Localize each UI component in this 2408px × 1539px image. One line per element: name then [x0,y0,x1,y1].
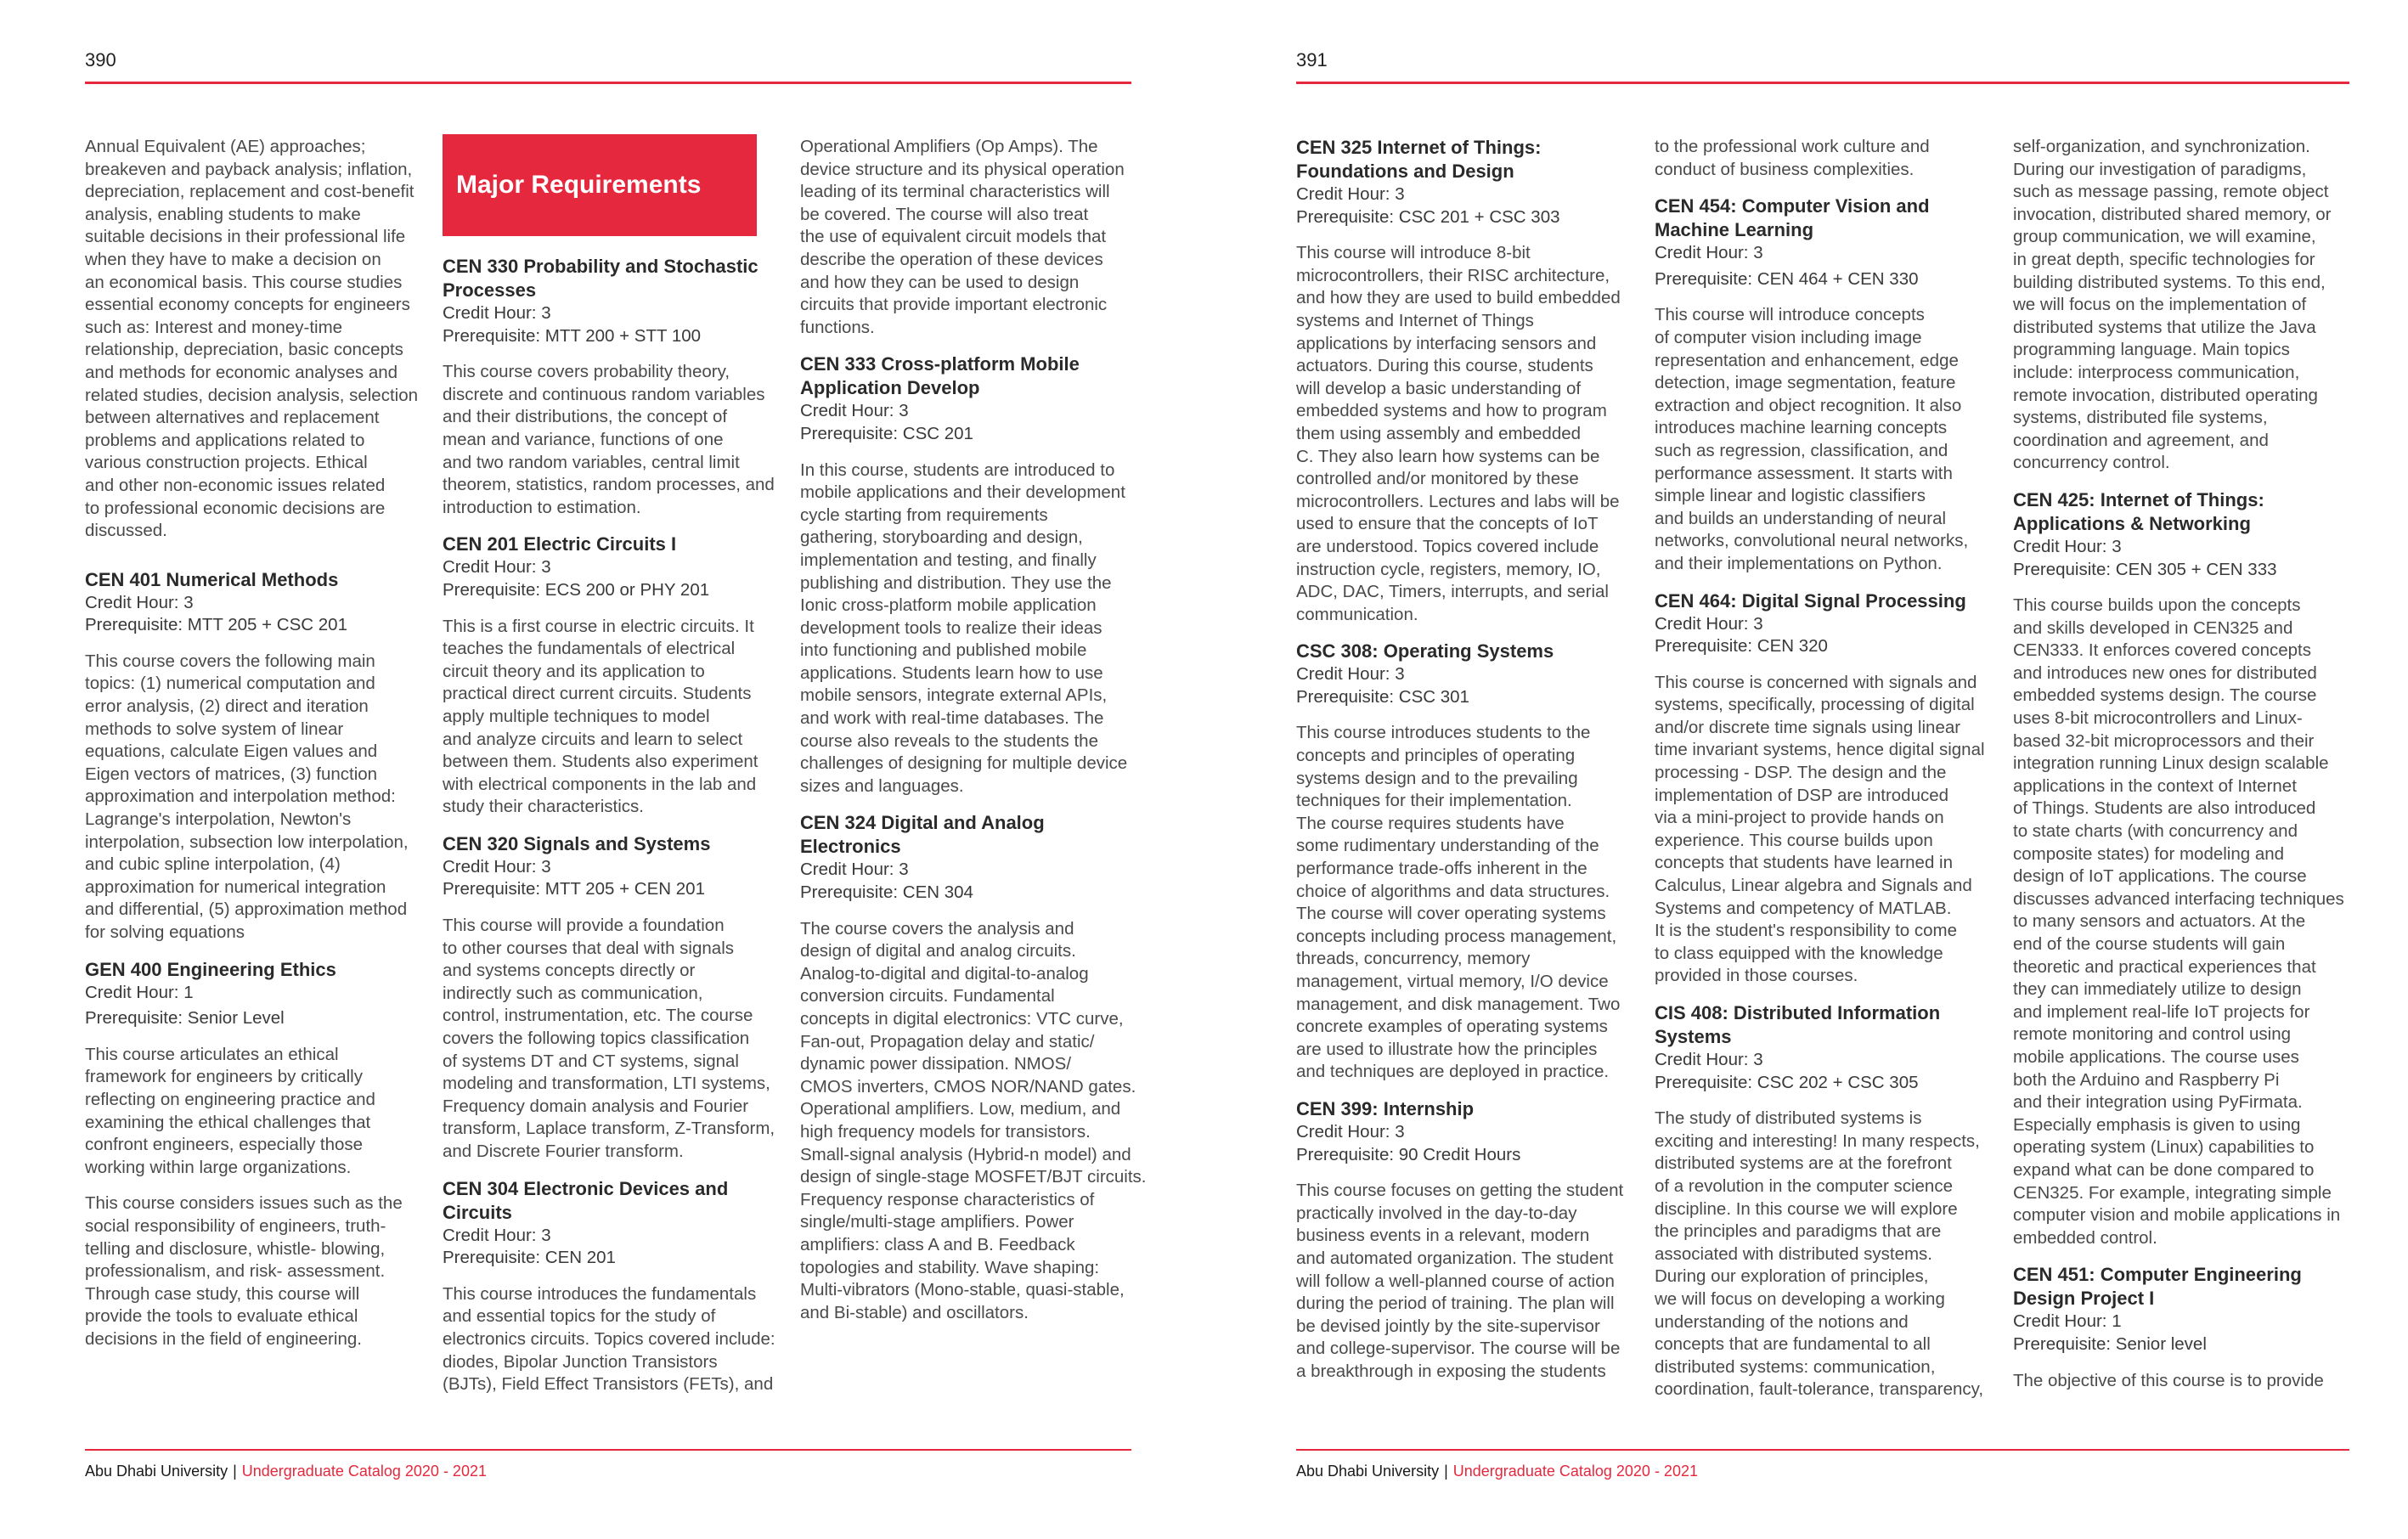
page-number: 390 [85,49,116,70]
course-title-line-1: CEN 333 Cross-platform Mobile [800,353,1080,375]
course-title-line-2: Processes [443,279,537,301]
course-title-line-2: Electronics [800,836,901,858]
course-cen454 [1655,194,1985,575]
prerequisite: Prerequisite: CEN 201 [443,1248,616,1268]
prerequisite: Prerequisite: MTT 200 + STT 100 [443,325,702,346]
course-title: CEN 464: Digital Signal Processing [1655,589,1966,612]
course-cen464 [1655,589,1985,989]
major-requirements-heading: Major Requirements [443,134,757,236]
credit-hour: Credit Hour: 3 [1296,1121,1405,1142]
prerequisite: Prerequisite: CEN 305 + CEN 333 [2013,559,2277,579]
footer-rule [1296,1449,2349,1451]
credit-hour: Credit Hour: 3 [2013,536,2122,556]
prerequisite: Prerequisite: CSC 202 + CSC 305 [1655,1072,1919,1092]
course-description: This is a first course in electric circuits. It teaches the fundamentals of electrical circuit theory and its application to practical direct current circuits. Students apply multiple techniques to model and analyze circuits and learn to select between them. Students also experiment with electrical components in the lab and study their characteristics. [443,616,758,817]
course-title: CEN 320 Signals and Systems [443,832,711,854]
prerequisite: Prerequisite: CEN 464 + CEN 330 [1655,268,1919,289]
prerequisite: Prerequisite: MTT 205 + CSC 201 [85,615,347,635]
footer-university: Abu Dhabi University [1296,1463,1440,1480]
course-description: The objective of this course is to provide [2013,1370,2324,1390]
course-description: This course introduces students to the concepts and principles of operating systems design and to the prevailing techniques for their implementation. The course requires students have some rudimentary understanding of the performance trade-offs inherent in the choice of algorithms and data structures. The course will cover operating systems concepts including process management, threads, concurrency, memory management, virtual memory, I/O device management, and disk management. Two concrete examples of operating systems are used to illustrate how the principles and techniques are deployed in practice. [1296,723,1621,1082]
right-column-3 [2013,136,2344,1406]
prerequisite: Prerequisite: CEN 320 [1655,636,1828,657]
course-description: The study of distributed systems is exciting and interesting! In many respects, distributed systems are at the forefront of a revolution in the computer science discipline. In this course we will explore the principles and paradigms that are associated with distributed systems. During our exploration of principles, we will focus on developing a working understanding of the notions and concepts that are fundamental to all distributed systems: communication, coordination, fault-tolerance, transparency, [1655,1108,1984,1400]
course-description: This course will introduce concepts of computer vision including image representation and enhancement, edge detection, image segmentation, feature extraction and object recognition. It also introduces machine learning concepts such as regression, classification, and performance assessment. It starts with simple linear and logistic classifiers and builds an understanding of neural networks, convolutional neural networks, and their implementations on Python. [1655,305,1969,573]
footer-catalog: Undergraduate Catalog 2020 - 2021 [1452,1463,1698,1480]
course-description: This course covers the following main topics: (1) numerical computation and error analysis, (2) direct and iteration methods to solve system of linear equations, calculate Eigen values and Eigen vectors of matrices, (3) function approximation and interpolation method: Lagrange's interpolation, Newton's interpolation, subsection low interpolation, and cubic spline interpolation, (4) approximation for numerical integration and differential, (5) approximation method for solving equations [85,651,409,942]
page-number: 391 [1296,49,1328,70]
course-cen333 [800,352,1147,798]
course-title-line-1: CEN 325 Internet of Things: [1296,137,1542,158]
prerequisite: Prerequisite: CSC 201 [800,423,973,443]
left-column-2 [443,134,775,1410]
course-cen304 [443,1177,775,1396]
prerequisite: Prerequisite: MTT 205 + CEN 201 [443,879,705,899]
course-title-line-1: CEN 454: Computer Vision and [1655,195,1930,217]
credit-hour: Credit Hour: 1 [2013,1311,2122,1332]
right-column-2 [1655,136,1985,1415]
course-title: CEN 401 Numerical Methods [85,568,339,590]
footer-university: Abu Dhabi University [85,1463,228,1480]
course-cen401 [85,568,418,944]
prerequisite: Prerequisite: Senior Level [85,1008,285,1029]
course-cen425 [2013,488,2344,1249]
continued-paragraph: to the professional work culture and conduct of business complexities. [1655,137,1930,179]
course-description-2: This course considers issues such as the social responsibility of engineers, truth- telling and disclosure, whistle- blowing, professionalism, and risk- assessment. Through case study, this course will provide the tools to evaluate ethical decisions in the field of engineering. [85,1193,403,1349]
course-description: This course introduces the fundamentals and essential topics for the study of electronics circuits. Topics covered include: diodes, Bipolar Junction Transistors (BJTs), Field Effect Transistors (FETs), and [443,1283,775,1395]
course-description: This course builds upon the concepts and skills developed in CEN325 and CEN333. It enforces covered concepts and introduces new ones for distributed embedded systems design. The course uses 8-bit microcontrollers and Linux- based 32-bit microprocessors and their integration running Linux design scalable applications in the context of Internet of Things. Students are also introduced to state charts (with concurrency and composite states) for modeling and design of IoT applications. The course discusses advanced interfacing techniques to many sensors and actuators. At the end of the course students will gain theoretic and practical experiences that they can immediately utilize to design and implement real-life IoT projects for remote monitoring and control using mobile applications. The course uses both the Arduino and Raspberry Pi and their integration using PyFirmata. Especially emphasis is given to using operating system (Linux) capabilities to expand what can be done compared to CEN325. For example, integrating simple computer vision and mobile applications in embedded control. [2013,595,2344,1248]
course-title-line-1: CEN 451: Computer Engineering [2013,1264,2302,1286]
credit-hour: Credit Hour: 3 [85,592,194,612]
prerequisite: Prerequisite: 90 Credit Hours [1296,1144,1521,1164]
left-column-1 [85,136,418,1365]
left-column-3 [800,136,1147,1338]
credit-hour: Credit Hour: 3 [1655,243,1763,263]
course-title-line-2: Foundations and Design [1296,161,1514,182]
credit-hour: Credit Hour: 3 [1296,184,1405,204]
course-csc308 [1296,640,1623,1084]
credit-hour: Credit Hour: 3 [443,856,551,877]
prerequisite: Prerequisite: CSC 301 [1296,686,1469,707]
course-title-line-2: Application Develop [800,377,980,399]
course-cen320 [443,832,775,1164]
course-title: GEN 400 Engineering Ethics [85,958,336,980]
course-title: CSC 308: Operating Systems [1296,640,1554,662]
continued-paragraph: self-organization, and synchronization. During our investigation of paradigms, such as message passing, remote object invocation, distributed shared memory, or group communication, we will examine, in great depth, specific technologies for building distributed systems. To this end, we will focus on the implementation of distributed systems that utilize the Java programming language. Main topics include: interprocess communication, remote invocation, distributed operating systems, distributed file systems, coordination and agreement, and concurrency control. [2013,137,2332,473]
course-title-line-1: CIS 408: Distributed Information [1655,1002,1941,1023]
prerequisite: Prerequisite: CSC 201 + CSC 303 [1296,206,1560,227]
course-gen400 [85,958,418,1351]
course-title: CEN 201 Electric Circuits I [443,533,677,555]
right-column-1 [1296,136,1623,1397]
course-title-line-1: CEN 324 Digital and Analog [800,812,1045,834]
right-page [1204,0,2408,1539]
footer [1296,1463,1698,1480]
course-description: This course will introduce 8-bit microcontrollers, their RISC architecture, and how they are used to build embedded systems and Internet of Things applications by interfacing sensors and actuators. During this course, students will develop a basic understanding of embedded systems and how to program them using assembly and embedded C. They also learn how systems can be controlled and/or monitored by these microcontrollers. Lectures and labs will be used to ensure that the concepts of IoT are understood. Topics covered include instruction cycle, registers, memory, IO, ADC, DAC, Timers, interrupts, and serial communication. [1296,243,1621,624]
prerequisite: Prerequisite: ECS 200 or PHY 201 [443,579,710,600]
course-cen451 [2013,1263,2344,1392]
course-title-line-2: Applications & Networking [2013,512,2251,534]
footer-separator: | [233,1463,237,1480]
credit-hour: Credit Hour: 1 [85,982,194,1002]
course-cen324 [800,811,1147,1324]
credit-hour: Credit Hour: 3 [443,557,551,578]
course-title-line-2: Machine Learning [1655,219,1814,241]
credit-hour: Credit Hour: 3 [1655,613,1763,634]
credit-hour: Credit Hour: 3 [1655,1050,1763,1069]
header-rule [85,82,1131,84]
course-cis408 [1655,1001,1985,1401]
footer-catalog: Undergraduate Catalog 2020 - 2021 [241,1463,487,1480]
prerequisite: Prerequisite: Senior level [2013,1333,2207,1354]
credit-hour: Credit Hour: 3 [800,401,909,421]
footer [85,1463,487,1480]
credit-hour: Credit Hour: 3 [1296,664,1405,685]
course-description: This course is concerned with signals and systems, specifically, processing of digital and/or discrete time signals using linear time invariant systems, hence digital signal processing - DSP. The design and the implementation of DSP are introduced via a mini-project to provide hands on experience. This course builds upon concepts that students have learned in Calculus, Linear algebra and Signals and Systems and competency of MATLAB. It is the student's responsibility to come to class equipped with the knowledge provided in those courses. [1655,672,1985,986]
footer-separator: | [1444,1463,1448,1480]
course-description: This course covers probability theory, discrete and continuous random variables and their distributions, the concept of mean and variance, functions of one and two random variables, central limit theorem, statistics, random processes, and introduction to estimation. [443,362,775,517]
footer-rule [85,1449,1131,1451]
course-cen201 [443,533,775,819]
course-title-line-2: Design Project I [2013,1288,2155,1310]
course-title-line-2: Systems [1655,1026,1732,1047]
continued-paragraph: Annual Equivalent (AE) approaches; breakeven and payback analysis; inflation, depreciation, replacement and cost-benefit analysis, enabling students to make suitable decisions in their professional life when they have to make a decision on an economical basis. This course studies essential economy concepts for engineers such as: Interest and money-time relationship, depreciation, basic concepts and methods for economic analyses and related studies, decision analysis, selection between alternatives and replacement problems and applications related to various construction projects. Ethical and other non-economic issues related to professional economic decisions are discussed. [85,137,418,541]
course-description: In this course, students are introduced to mobile applications and their development cycle starting from requirements gathering, storyboarding and design, implementation and testing, and finally publishing and distribution. They use the Ionic cross-platform mobile application development tools to realize their ideas into functioning and published mobile applications. Students learn how to use mobile sensors, integrate external APIs, and work with real-time databases. The course also reveals to the students the challenges of designing for multiple device sizes and languages. [800,459,1128,796]
course-title-line-1: CEN 304 Electronic Devices and [443,1177,729,1199]
course-title: CEN 399: Internship [1296,1097,1475,1119]
course-description: The course covers the analysis and design of digital and analog circuits. Analog-to-digital and digital-to-analog conversion circuits. Fundamental concepts in digital electronics: VTC curve, Fan-out, Propagation delay and static/ dynamic power dissipation. NMOS/ CMOS inverters, CMOS NOR/NAND gates. Operational amplifiers. Low, medium, and high frequency models for transistors. Small-signal analysis (Hybrid-n model) and design of single-stage MOSFET/BJT circuits. Frequency response characteristics of single/multi-stage amplifiers. Power amplifiers: class A and B. Feedback topologies and stability. Wave shaping: Multi-vibrators (Mono-stable, quasi-stable, and Bi-stable) and oscillators. [800,918,1147,1322]
header-rule [1296,82,2349,84]
course-cen399 [1296,1097,1623,1384]
course-description: This course focuses on getting the student practically involved in the day-to-day business events in a relevant, modern and automated organization. The student will follow a well-planned course of action during the period of training. The plan will be devised jointly by the site-supervisor and college-supervisor. The course will be a breakthrough in exposing the students [1296,1181,1624,1381]
prerequisite: Prerequisite: CEN 304 [800,882,973,903]
course-title-line-1: CEN 330 Probability and Stochastic [443,256,758,277]
course-title-line-1: CEN 425: Internet of Things: [2013,488,2264,510]
continued-paragraph: Operational Amplifiers (Op Amps). The device structure and its physical operation leading of its terminal characteristics will be covered. The course will also treat the use of equivalent circuit models that describe the operation of these devices and how they can be used to design circuits that provide important electronic functions. [800,137,1125,337]
credit-hour: Credit Hour: 3 [800,860,909,880]
credit-hour: Credit Hour: 3 [443,303,551,323]
credit-hour: Credit Hour: 3 [443,1225,551,1245]
course-description: This course articulates an ethical framework for engineers by critically reflecting on engineering practice and examining the ethical challenges that confront engineers, especially those working within large organizations. [85,1044,375,1177]
course-description: This course will provide a foundation to other courses that deal with signals and systems concepts directly or indirectly such as communication, control, instrumentation, etc. The course covers the following topics classification of systems DT and CT systems, signal modeling and transformation, LTI systems, Frequency domain analysis and Fourier transform, Laplace transform, Z-Transform, and Discrete Fourier transform. [443,916,775,1161]
course-cen325 [1296,136,1623,626]
course-cen330 [443,255,775,519]
course-title-line-2: Circuits [443,1201,512,1223]
